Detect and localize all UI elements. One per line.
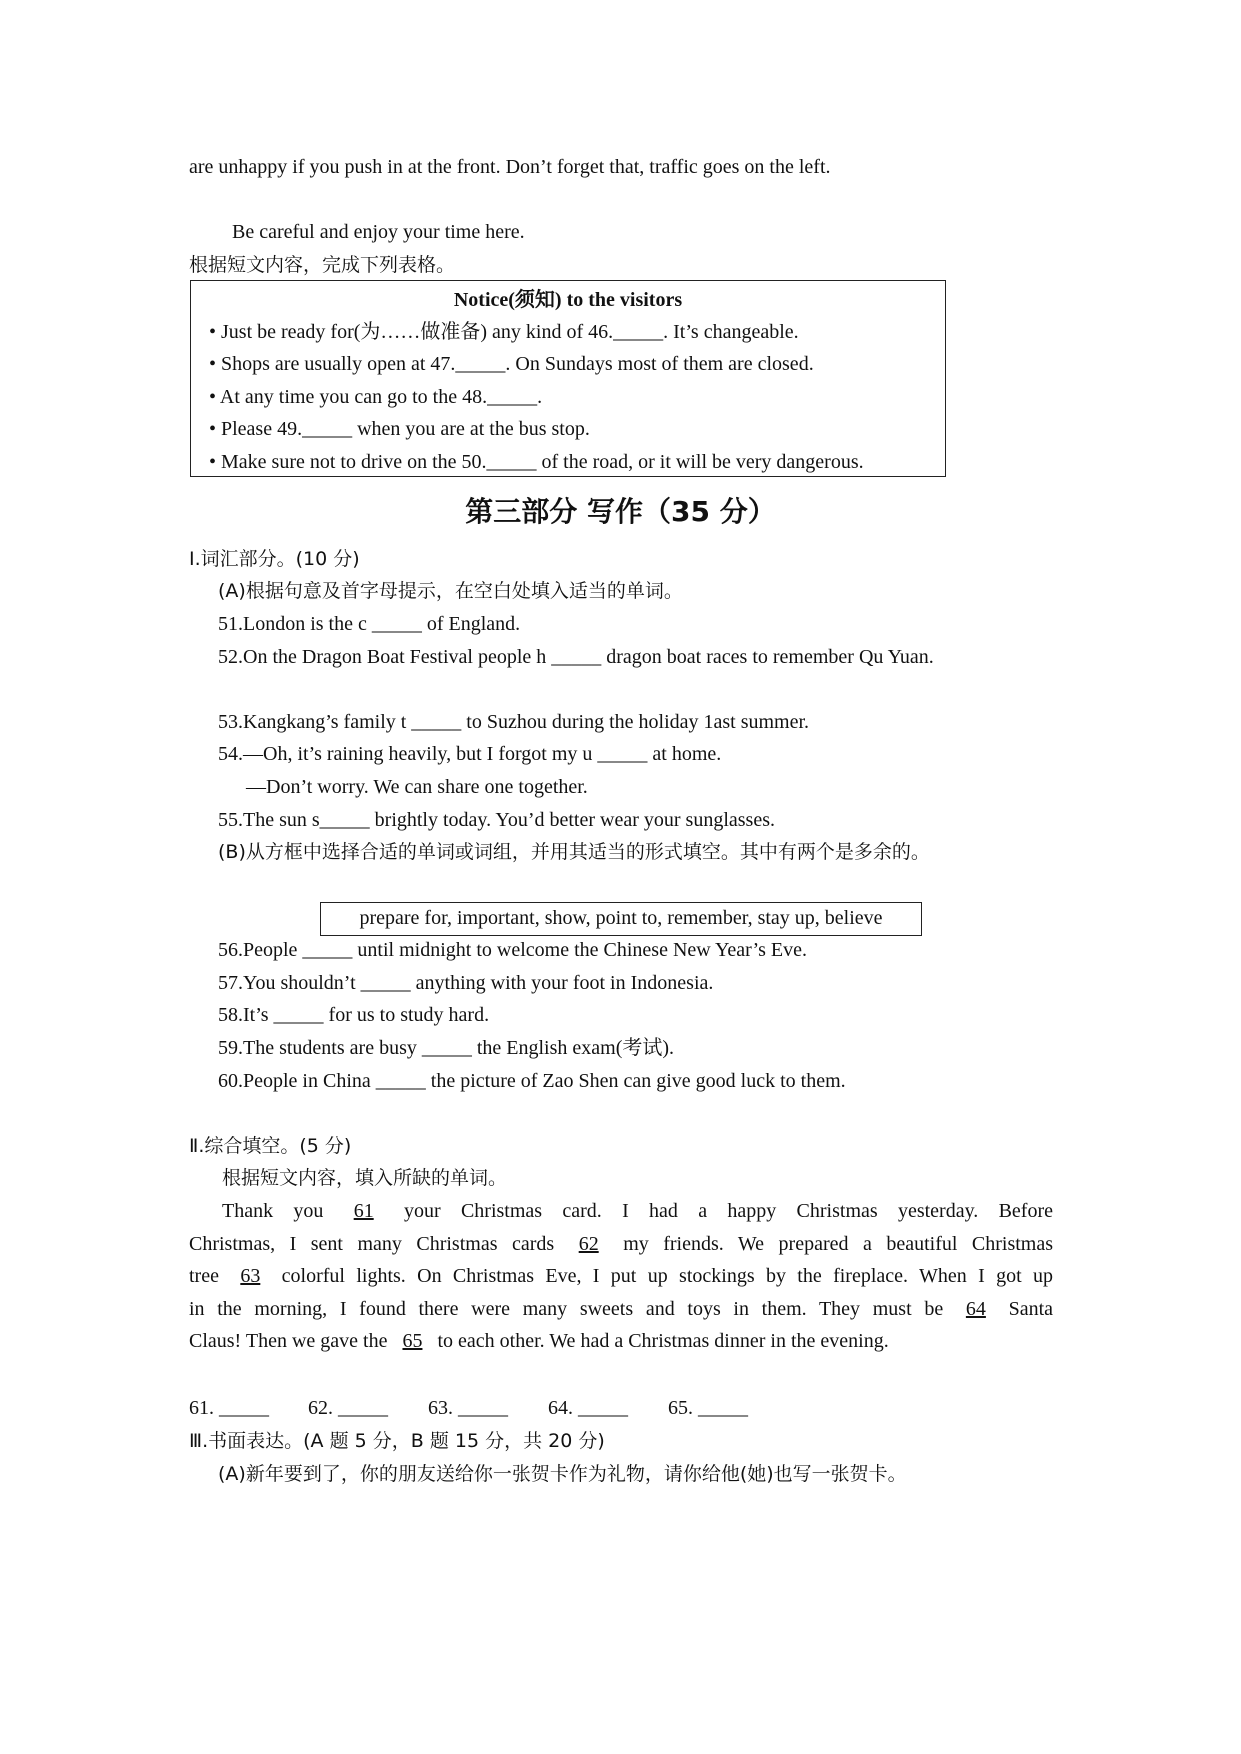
question-item: 51.London is the c _____ of England. bbox=[218, 613, 521, 635]
blank-63: 63 bbox=[240, 1265, 261, 1287]
section-instruction: (A)根据句意及首字母提示，在空白处填入适当的单词。 bbox=[218, 580, 683, 602]
section-title: Ⅲ.书面表达。(A 题 5 分，B 题 15 分，共 20 分) bbox=[189, 1430, 605, 1452]
question-item: 55.The sun s_____ brightly today. You’d better wear your sunglasses. bbox=[218, 809, 775, 831]
passage-text: to each other. We had a Christmas dinner in the evening. bbox=[437, 1330, 889, 1352]
notice-item: • Make sure not to drive on the 50._____ of the road, or it will be very dangerous. bbox=[209, 451, 864, 473]
passage-text: Santa bbox=[1008, 1298, 1054, 1320]
notice-title: Notice(须知) to the visitors bbox=[453, 289, 683, 311]
passage-line bbox=[189, 1328, 1053, 1354]
intro-line: are unhappy if you push in at the front. Don’t forget that, traffic goes on the left. bbox=[189, 156, 831, 178]
answer-blank: 65. _____ bbox=[668, 1397, 748, 1419]
notice-item: • Just be ready for(为……做准备) any kind of 46._____. It’s changeable. bbox=[209, 321, 799, 343]
question-item: 60.People in China _____ the picture of Zao Shen can give good luck to them. bbox=[218, 1070, 846, 1092]
section-instruction: (B)从方框中选择合适的单词或词组，并用其适当的形式填空。其中有两个是多余的。 bbox=[218, 841, 930, 863]
table-instruction: 根据短文内容，完成下列表格。 bbox=[189, 254, 456, 276]
question-item: 52.On the Dragon Boat Festival people h _____ dragon boat races to remember Qu Yuan. bbox=[218, 646, 934, 668]
passage-text: in the morning, I found there were many sweets and toys in them. They must be bbox=[189, 1298, 944, 1320]
section-instruction: (A)新年要到了，你的朋友送给你一张贺卡作为礼物，请你给他(她)也写一张贺卡。 bbox=[218, 1463, 907, 1485]
passage-line bbox=[222, 1198, 1053, 1224]
blank-64: 64 bbox=[965, 1298, 986, 1320]
passage-text: my friends. We prepared a beautiful Christmas bbox=[623, 1233, 1054, 1255]
notice-box bbox=[190, 280, 946, 477]
question-item: 59.The students are busy _____ the English exam(考试). bbox=[218, 1037, 675, 1059]
notice-item: • Shops are usually open at 47._____. On Sundays most of them are closed. bbox=[209, 353, 814, 375]
part-heading: 第三部分 写作（35 分） bbox=[465, 495, 776, 528]
intro-line: Be careful and enjoy your time here. bbox=[232, 221, 525, 243]
word-box: prepare for, important, show, point to, remember, stay up, believe bbox=[320, 902, 922, 936]
passage-text: your Christmas card. I had a happy Christmas yesterday. Before bbox=[403, 1200, 1053, 1222]
section-title: Ⅱ.综合填空。(5 分) bbox=[189, 1135, 352, 1157]
answer-blank: 61. _____ bbox=[189, 1397, 269, 1419]
section-instruction: 根据短文内容，填入所缺的单词。 bbox=[222, 1167, 508, 1189]
question-item: 56.People _____ until midnight to welcome the Chinese New Year’s Eve. bbox=[218, 939, 807, 961]
answer-blank: 63. _____ bbox=[428, 1397, 508, 1419]
answer-blank: 62. _____ bbox=[308, 1397, 388, 1419]
question-item: —Don’t worry. We can share one together. bbox=[246, 776, 588, 798]
question-item: 58.It’s _____ for us to study hard. bbox=[218, 1004, 490, 1026]
passage-text: Christmas, I sent many Christmas cards bbox=[189, 1233, 555, 1255]
question-item: 57.You shouldn’t _____ anything with your foot in Indonesia. bbox=[218, 972, 714, 994]
question-item: 54.—Oh, it’s raining heavily, but I forgot my u _____ at home. bbox=[218, 743, 722, 765]
passage-text: Thank you bbox=[222, 1200, 324, 1222]
passage-text: Claus! Then we gave the bbox=[189, 1330, 388, 1352]
notice-item: • At any time you can go to the 48._____. bbox=[209, 386, 543, 408]
passage-line bbox=[189, 1296, 1053, 1322]
passage-line bbox=[189, 1231, 1053, 1257]
blank-65: 65 bbox=[402, 1330, 423, 1352]
passage-text: tree bbox=[189, 1265, 219, 1287]
passage-text: colorful lights. On Christmas Eve, I put up stockings by the fireplace. When I got up bbox=[281, 1265, 1053, 1287]
section-title: Ⅰ.词汇部分。(10 分) bbox=[189, 548, 360, 570]
answer-blank: 64. _____ bbox=[548, 1397, 628, 1419]
blank-62: 62 bbox=[578, 1233, 599, 1255]
question-item: 53.Kangkang’s family t _____ to Suzhou during the holiday 1ast summer. bbox=[218, 711, 810, 733]
notice-item: • Please 49._____ when you are at the bus stop. bbox=[209, 418, 590, 440]
blank-61: 61 bbox=[353, 1200, 374, 1222]
passage-line bbox=[189, 1263, 1053, 1289]
